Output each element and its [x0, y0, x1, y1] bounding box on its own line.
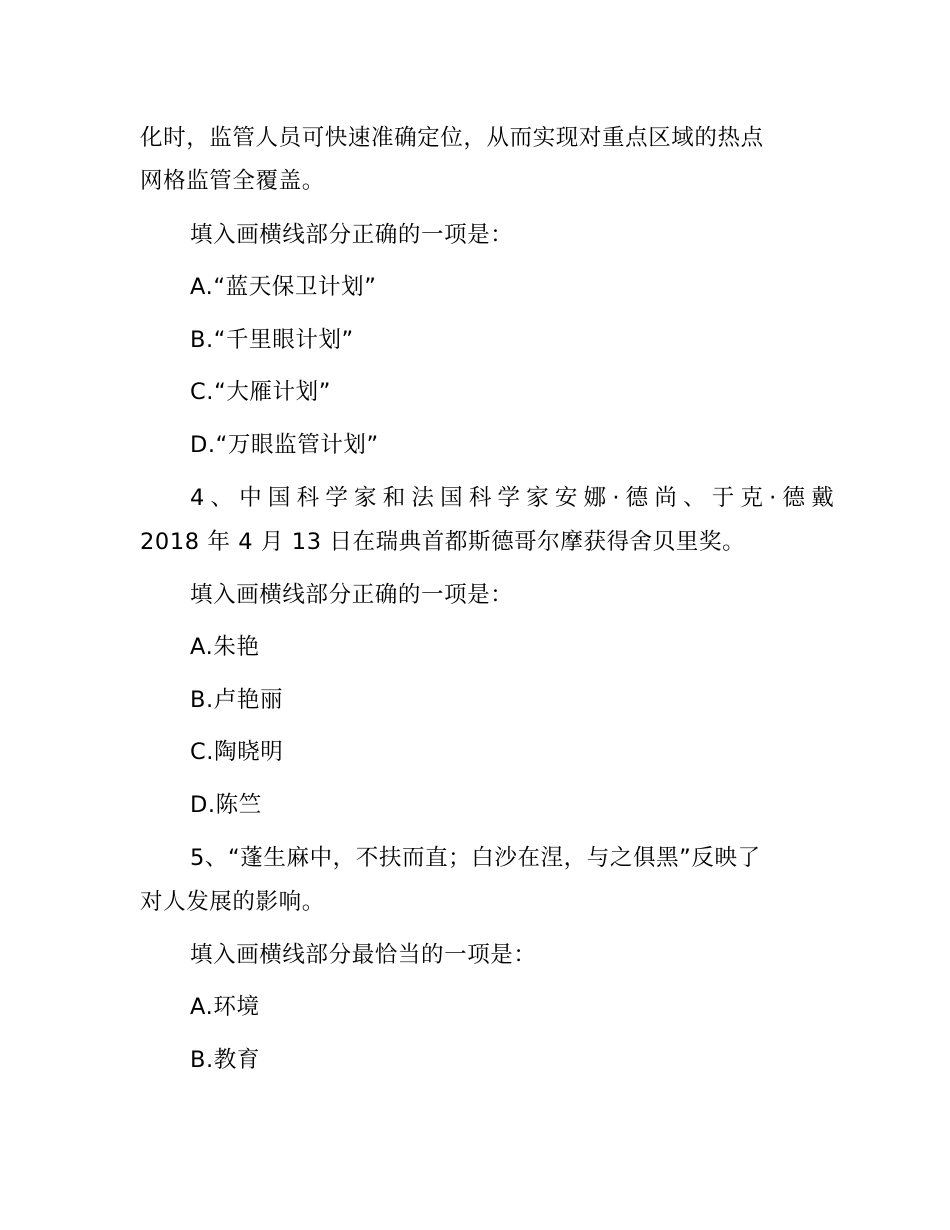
- option-b: B.“千里眼计划”: [190, 327, 354, 353]
- option-d: D.陈竺: [190, 792, 262, 818]
- question-4-line-1: 4、中国科学家和法国科学家安娜·德尚、于克·德戴: [190, 485, 840, 511]
- paragraph-line: 网格监管全覆盖。: [140, 168, 325, 194]
- paragraph-line: 化时，监管人员可快速准确定位，从而实现对重点区域的热点: [140, 125, 764, 151]
- option-b: B.教育: [190, 1047, 260, 1073]
- option-a: A.朱艳: [190, 634, 260, 660]
- question-5-line-2: 对人发展的影响。: [140, 889, 325, 915]
- option-b: B.卢艳丽: [190, 687, 284, 713]
- option-a: A.“蓝天保卫计划”: [190, 274, 377, 300]
- question-prompt: 填入画横线部分最恰当的一项是：: [190, 942, 537, 968]
- question-4-line-2: 2018 年 4 月 13 日在瑞典首都斯德哥尔摩获得舍贝里奖。: [140, 529, 746, 555]
- question-5-line-1: 5、“蓬生麻中，不扶而直；白沙在涅，与之俱黑”反映了: [190, 845, 761, 871]
- question-prompt: 填入画横线部分正确的一项是：: [190, 582, 514, 608]
- option-a: A.环境: [190, 994, 260, 1020]
- option-c: C.陶晓明: [190, 739, 284, 765]
- option-d: D.“万眼监管计划”: [190, 432, 379, 458]
- question-prompt: 填入画横线部分正确的一项是：: [190, 222, 514, 248]
- option-c: C.“大雁计划”: [190, 379, 331, 405]
